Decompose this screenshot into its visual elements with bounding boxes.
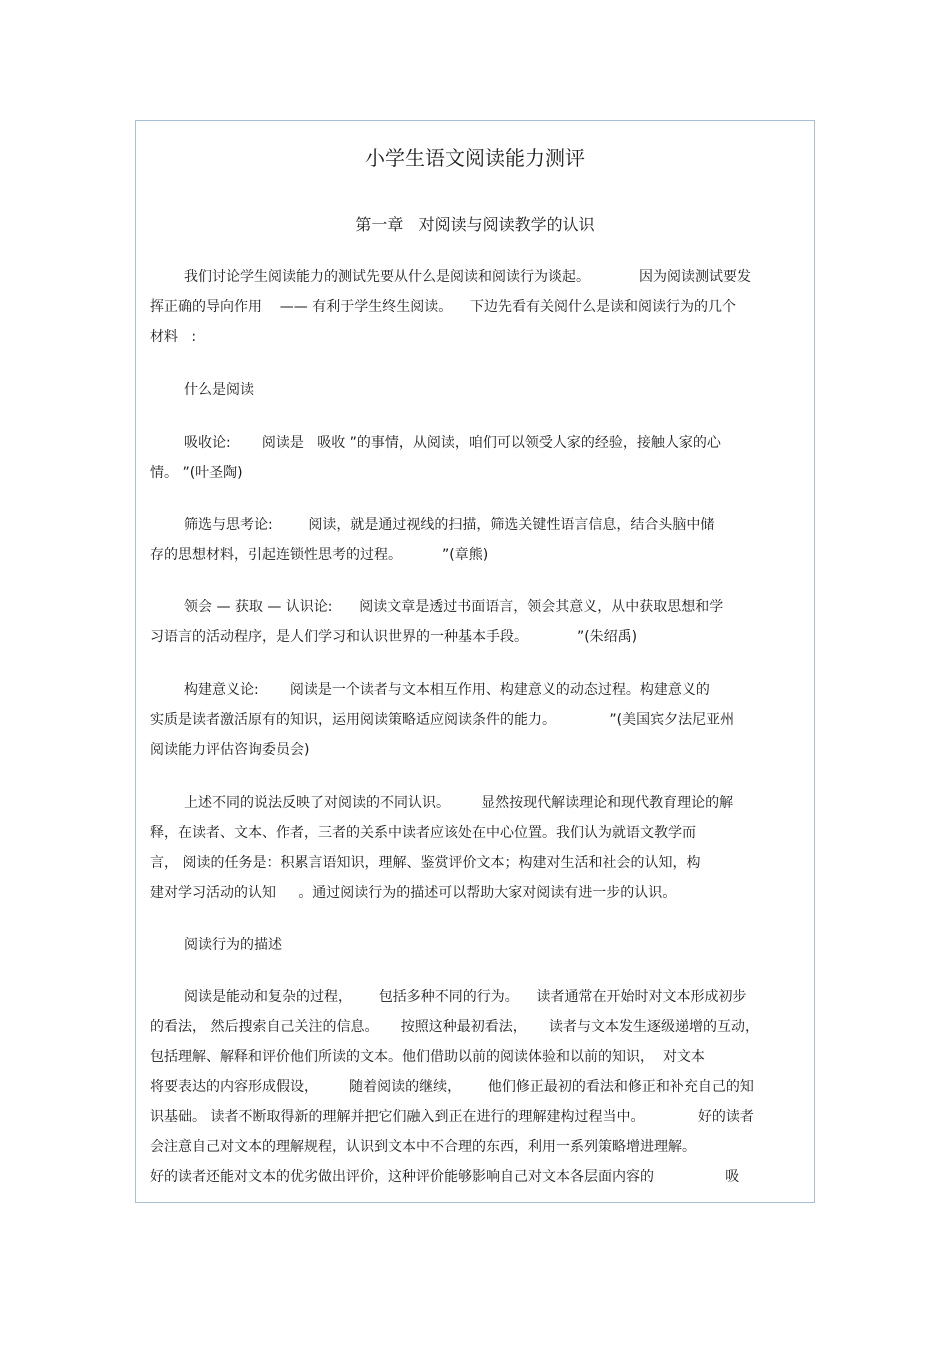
paragraph-line: 包括理解、解释和评价他们所读的文本。他们借助以前的阅读体验和以前的知识， 对文本 [150, 1049, 705, 1065]
paragraph-line: 习语言的活动程序，是人们学习和认识世界的一种基本手段。 ”(朱绍禹) [150, 629, 638, 645]
paragraph-line: 吸收论: 阅读是 吸收 ”的事情，从阅读，咱们可以领受人家的经验，接触人家的心 [184, 435, 721, 451]
paragraph-line: 阅读能力评估咨询委员会) [150, 742, 310, 758]
section-heading: 什么是阅读 [184, 382, 254, 398]
paragraph-line: 材料 : [150, 329, 197, 345]
paragraph-line: 阅读是能动和复杂的过程， 包括多种不同的行为。 读者通常在开始时对文本形成初步 [184, 989, 747, 1005]
paragraph-line: 实质是读者激活原有的知识，运用阅读策略适应阅读条件的能力。 ”(美国宾夕法尼亚州 [150, 712, 735, 728]
paragraph-line: 建对学习活动的认知 。通过阅读行为的描述可以帮助大家对阅读有进一步的认识。 [150, 885, 677, 901]
paragraph-line: 情。 ”(叶圣陶) [150, 465, 243, 481]
paragraph-line: 挥正确的导向作用 —— 有利于学生终生阅读。 下边先看有关阅什么是读和阅读行为的几个 [150, 299, 737, 315]
paragraph-line: 存的思想材料，引起连锁性思考的过程。 ”(章熊) [150, 547, 489, 563]
paragraph-line: 领会 — 获取 — 认识论: 阅读文章是透过书面语言，领会其意义，从中获取思想和学 [184, 599, 724, 615]
paragraph-line: 上述不同的说法反映了对阅读的不同认识。 显然按现代解读理论和现代教育理论的解 [184, 795, 734, 811]
paragraph-line: 识基础。 读者不断取得新的理解并把它们融入到正在进行的理解建构过程当中。 好的读者 [150, 1109, 754, 1125]
paragraph-line: 将要表达的内容形成假设， 随着阅读的继续， 他们修正最初的看法和修正和补充自己的知 [150, 1079, 754, 1095]
paragraph-line: 言， 阅读的任务是：积累言语知识，理解、鉴赏评价文本；构建对生活和社会的认知，构 [150, 855, 701, 871]
chapter-heading: 第一章 对阅读与阅读教学的认识 [355, 215, 595, 234]
paragraph-line: 的看法， 然后搜索自己关注的信息。 按照这种最初看法， 读者与文本发生逐级递增的互动， [150, 1019, 759, 1035]
section-heading: 阅读行为的描述 [184, 937, 282, 953]
paragraph-line: 构建意义论: 阅读是一个读者与文本相互作用、构建意义的动态过程。构建意义的 [184, 682, 710, 698]
paragraph-line: 释，在读者、文本、作者，三者的关系中读者应该处在中心位置。我们认为就语文教学而 [150, 825, 696, 841]
paragraph-line: 会注意自己对文本的理解规程，认识到文本中不合理的东西，利用一系列策略增进理解。 [150, 1139, 696, 1155]
page-title: 小学生语文阅读能力测评 [365, 146, 585, 170]
paragraph-line: 筛选与思考论: 阅读，就是通过视线的扫描，筛选关键性语言信息，结合头脑中储 [184, 517, 715, 533]
paragraph-line: 好的读者还能对文本的优劣做出评价，这种评价能够影响自己对文本各层面内容的 吸 [150, 1169, 740, 1185]
paragraph-line: 我们讨论学生阅读能力的测试先要从什么是阅读和阅读行为谈起。 因为阅读测试要发 [184, 269, 751, 285]
